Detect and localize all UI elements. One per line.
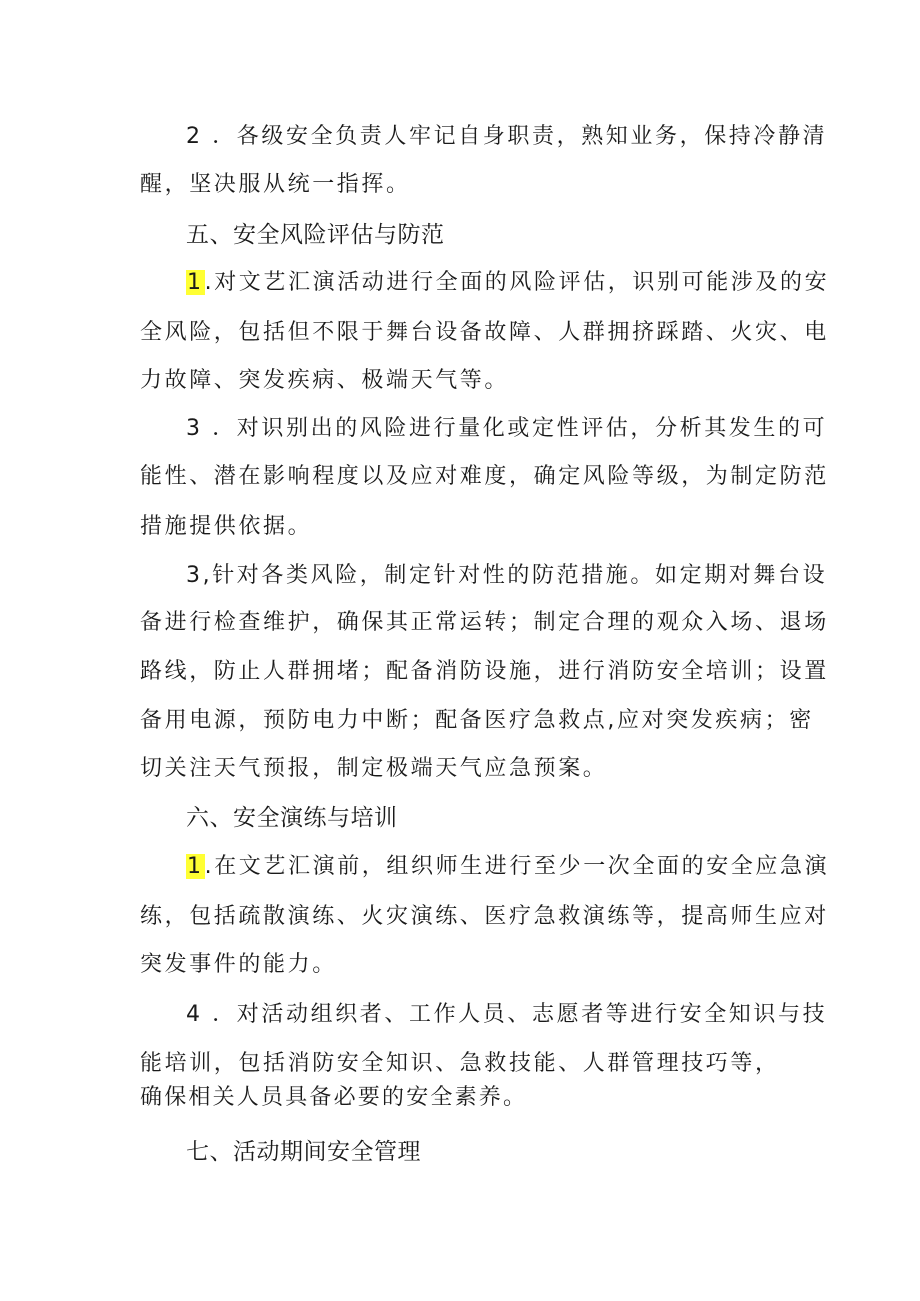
paragraph-drill-1-line-1 xyxy=(186,852,829,882)
paragraph-training-line-3: 确保相关人员具备必要的安全素养。 xyxy=(140,1085,528,1110)
paragraph-risk-3-line-1: 3 ．对识别出的风险进行量化或定性评估，分析其发生的可 xyxy=(186,416,828,441)
paragraph-measures-line-1: 3,针对各类风险，制定针对性的防范措施。如定期对舞台设 xyxy=(186,563,828,588)
paragraph-drill-1-text: .在文艺汇演前，组织师生进行至少一次全面的安全应急演 xyxy=(204,854,830,879)
section-heading-7: 七、活动期间安全管理 xyxy=(186,1139,421,1165)
paragraph-drill-1-line-3: 突发事件的能力。 xyxy=(140,952,337,977)
paragraph-risk-1-line-3: 力故障、突发疾病、极端天气等。 xyxy=(140,368,510,393)
paragraph-risk-1-line-1 xyxy=(186,268,829,298)
paragraph-risk-3-line-2: 能性、潜在影响程度以及应对难度，确定风险等级，为制定防范 xyxy=(140,464,829,489)
section-heading-6: 六、安全演练与培训 xyxy=(186,805,398,831)
paragraph-2-line-2: 醒，坚决服从统一指挥。 xyxy=(140,172,411,197)
paragraph-risk-1-text: .对文艺汇演活动进行全面的风险评估，识别可能涉及的安 xyxy=(204,270,830,295)
highlight-marker: 1 xyxy=(187,270,204,295)
paragraph-2-line-1: 2 ．各级安全负责人牢记自身职责，熟知业务，保持冷静清 xyxy=(186,124,828,149)
paragraph-drill-1-line-2: 练，包括疏散演练、火灾演练、医疗急救演练等，提高师生应对 xyxy=(140,904,829,929)
paragraph-measures-line-4: 备用电源，预防电力中断；配备医疗急救点,应对突发疾病；密 xyxy=(140,708,814,733)
paragraph-measures-line-2: 备进行检查维护，确保其正常运转；制定合理的观众入场、退场 xyxy=(140,610,829,635)
paragraph-measures-line-3: 路线，防止人群拥堵；配备消防设施，进行消防安全培训；设置 xyxy=(140,659,829,684)
paragraph-training-line-1: 4 ．对活动组织者、工作人员、志愿者等进行安全知识与技 xyxy=(186,1002,828,1027)
paragraph-risk-3-line-3: 措施提供依据。 xyxy=(140,514,313,539)
section-heading-5: 五、安全风险评估与防范 xyxy=(186,222,445,248)
paragraph-training-line-2: 能培训，包括消防安全知识、急救技能、人群管理技巧等， xyxy=(140,1051,780,1076)
paragraph-risk-1-line-2: 全风险，包括但不限于舞台设备故障、人群拥挤踩踏、火灾、电 xyxy=(140,320,829,345)
highlight-marker: 1 xyxy=(187,854,204,879)
paragraph-measures-line-5: 切关注天气预报，制定极端天气应急预案。 xyxy=(140,756,608,781)
